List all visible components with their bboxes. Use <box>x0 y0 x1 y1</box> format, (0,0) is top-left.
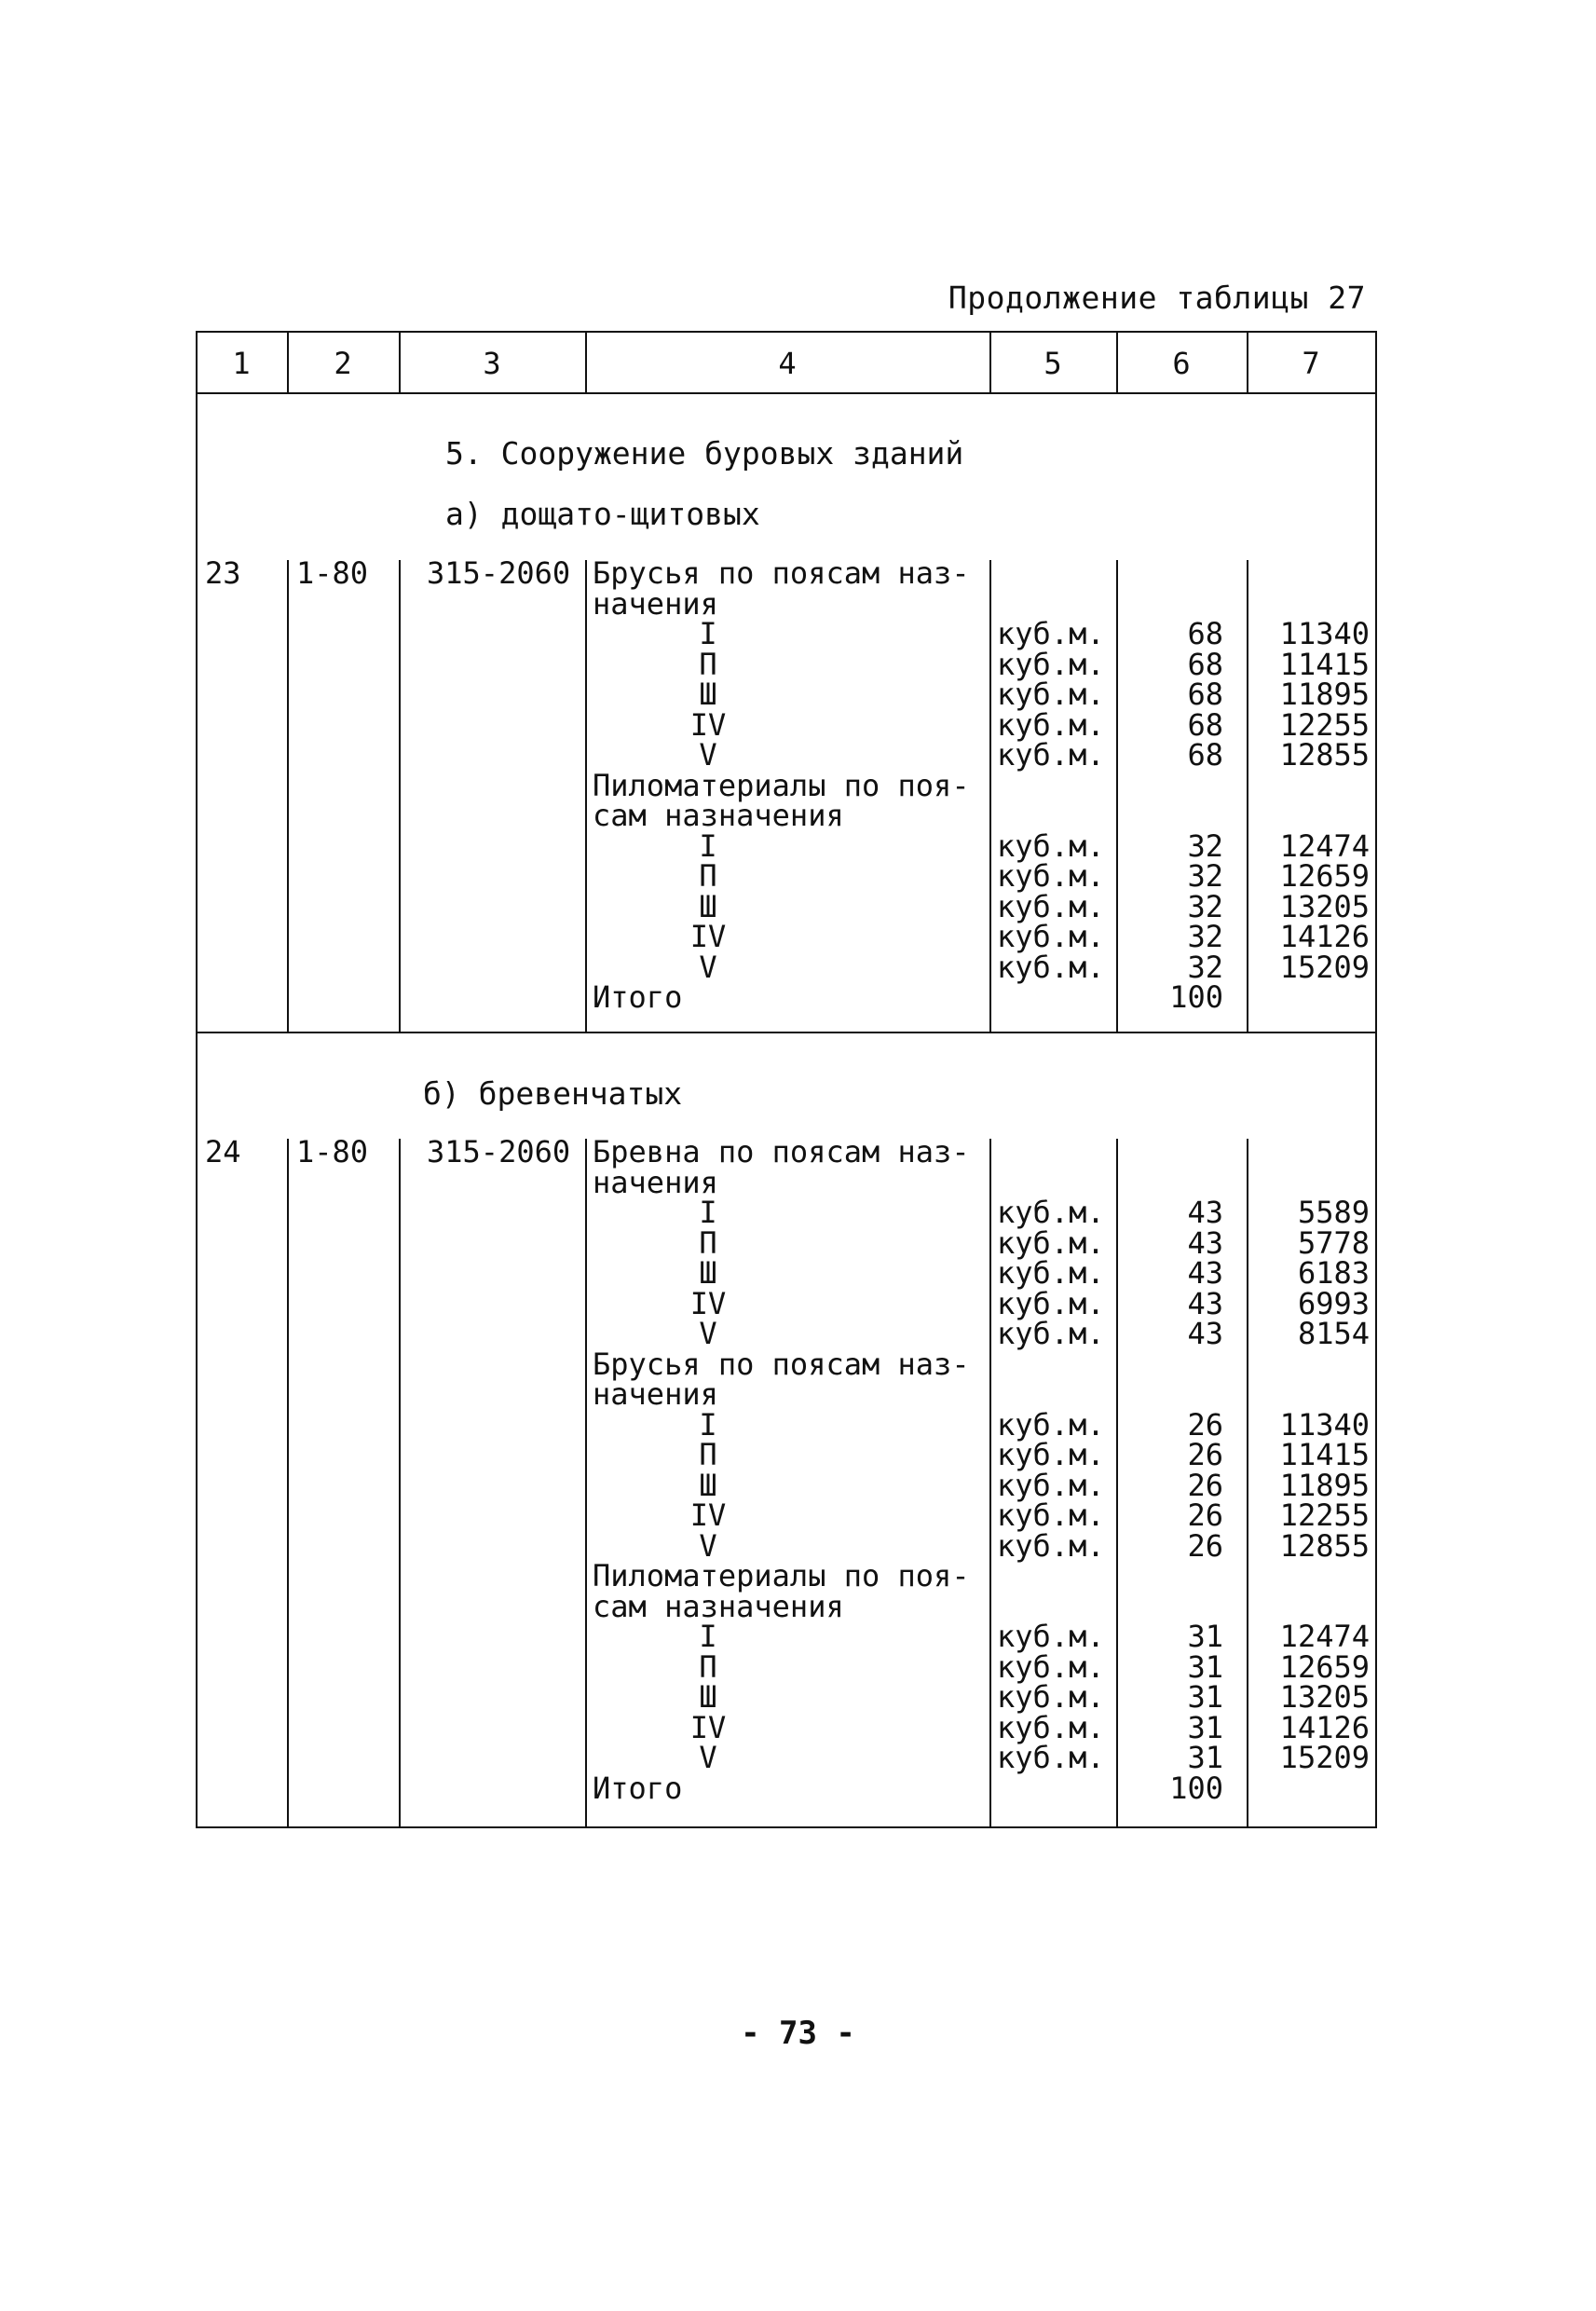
price-cell: 12474 <box>1279 827 1370 864</box>
item-name: начения <box>593 1164 718 1200</box>
item-name: Итого <box>593 979 683 1015</box>
table-right-border <box>1375 331 1377 1828</box>
share-cell: 26 <box>1187 1406 1223 1443</box>
zone-numeral: Ш <box>699 1467 717 1503</box>
zone-numeral: IV <box>689 919 727 954</box>
row-number: 23 <box>205 555 241 591</box>
zone-numeral: П <box>699 1224 717 1261</box>
unit-cell: куб.м. <box>997 737 1105 773</box>
share-cell: 31 <box>1187 1679 1223 1715</box>
unit-cell: куб.м. <box>997 1527 1105 1564</box>
unit-cell: куб.м. <box>997 1619 1105 1654</box>
unit-cell: куб.м. <box>997 949 1105 985</box>
price-cell: 15209 <box>1279 949 1370 985</box>
item-name: начения <box>593 1376 718 1412</box>
price-cell: 13205 <box>1279 1679 1370 1715</box>
price-cell: 5778 <box>1297 1224 1370 1261</box>
zone-numeral: Ш <box>699 1255 717 1291</box>
item-name: сам назначения <box>593 798 844 833</box>
column-divider <box>989 1139 991 1828</box>
price-cell: 14126 <box>1279 1709 1370 1745</box>
zone-numeral: П <box>699 1648 717 1685</box>
unit-cell: куб.м. <box>997 1679 1105 1715</box>
price-cell: 14126 <box>1279 919 1370 954</box>
price-cell: 11340 <box>1279 616 1370 651</box>
zone-numeral: Ш <box>699 677 717 712</box>
share-cell: 26 <box>1187 1527 1223 1564</box>
share-cell: 26 <box>1187 1497 1223 1533</box>
price-cell: 11895 <box>1279 1467 1370 1503</box>
data-table <box>196 331 1377 1828</box>
column-header: 6 <box>1172 346 1191 381</box>
share-cell: 26 <box>1187 1467 1223 1503</box>
share-cell: 68 <box>1187 616 1223 651</box>
share-cell: 32 <box>1187 858 1223 894</box>
zone-numeral: V <box>699 737 717 773</box>
table-bottom-border <box>196 1826 1377 1828</box>
unit-cell: куб.м. <box>997 858 1105 894</box>
share-cell: 31 <box>1187 1619 1223 1654</box>
column-header: 3 <box>483 346 501 381</box>
unit-cell: куб.м. <box>997 1648 1105 1685</box>
share-cell: 68 <box>1187 706 1223 743</box>
column-divider <box>585 1139 587 1828</box>
header-bottom-border <box>196 392 1377 394</box>
group-a-title: а) дощато-щитовых <box>445 496 760 532</box>
column-divider <box>287 560 289 1032</box>
zone-numeral: I <box>699 1619 717 1654</box>
row-code: 1-80 <box>296 555 369 591</box>
price-cell: 12255 <box>1279 1497 1370 1533</box>
unit-cell: куб.м. <box>997 1467 1105 1503</box>
unit-cell: куб.м. <box>997 1497 1105 1533</box>
share-cell: 31 <box>1187 1709 1223 1745</box>
row-number: 24 <box>205 1134 241 1169</box>
share-cell: 26 <box>1187 1437 1223 1472</box>
zone-numeral: IV <box>689 1285 727 1321</box>
unit-cell: куб.м. <box>997 1224 1105 1261</box>
zone-numeral: V <box>699 949 717 985</box>
section-title: 5. Сооружение буровых зданий <box>445 435 964 472</box>
price-cell: 8154 <box>1297 1316 1370 1351</box>
row-norm: 315-2060 <box>427 1134 571 1169</box>
share-cell: 32 <box>1187 919 1223 954</box>
item-name: Бревна по поясам наз- <box>593 1134 970 1169</box>
share-cell: 32 <box>1187 888 1223 924</box>
group-a-bottom-border <box>196 1032 1377 1033</box>
price-cell: 11415 <box>1279 646 1370 682</box>
price-cell: 5589 <box>1297 1195 1370 1230</box>
zone-numeral: IV <box>689 706 727 743</box>
table-left-border <box>196 331 198 1828</box>
unit-cell: куб.м. <box>997 1285 1105 1321</box>
zone-numeral: I <box>699 827 717 864</box>
column-divider <box>399 1139 401 1828</box>
price-cell: 11895 <box>1279 677 1370 712</box>
zone-numeral: IV <box>689 1709 727 1745</box>
item-name: Брусья по поясам наз- <box>593 555 970 591</box>
table-top-border <box>196 331 1377 333</box>
share-cell: 43 <box>1187 1316 1223 1351</box>
unit-cell: куб.м. <box>997 827 1105 864</box>
share-cell: 68 <box>1187 677 1223 712</box>
share-cell: 31 <box>1187 1740 1223 1775</box>
item-name: Пиломатериалы по поя- <box>593 767 970 803</box>
zone-numeral: П <box>699 646 717 682</box>
share-cell: 43 <box>1187 1224 1223 1261</box>
zone-numeral: V <box>699 1527 717 1564</box>
unit-cell: куб.м. <box>997 1316 1105 1351</box>
column-header: 1 <box>232 346 251 381</box>
column-header: 7 <box>1302 346 1320 381</box>
unit-cell: куб.м. <box>997 1255 1105 1291</box>
zone-numeral: V <box>699 1316 717 1351</box>
zone-numeral: П <box>699 1437 717 1472</box>
item-name: Брусья по поясам наз- <box>593 1346 970 1382</box>
unit-cell: куб.м. <box>997 1195 1105 1230</box>
unit-cell: куб.м. <box>997 1740 1105 1775</box>
item-name: сам назначения <box>593 1588 844 1624</box>
row-norm: 315-2060 <box>427 555 571 591</box>
page-number: - 73 - <box>741 2015 855 2052</box>
zone-numeral: V <box>699 1740 717 1775</box>
share-cell: 68 <box>1187 737 1223 773</box>
price-cell: 12474 <box>1279 1619 1370 1654</box>
price-cell: 12855 <box>1279 1527 1370 1564</box>
unit-cell: куб.м. <box>997 706 1105 743</box>
unit-cell: куб.м. <box>997 919 1105 954</box>
zone-numeral: I <box>699 1195 717 1230</box>
unit-cell: куб.м. <box>997 1406 1105 1443</box>
column-header: 4 <box>778 346 797 381</box>
price-cell: 15209 <box>1279 1740 1370 1775</box>
share-cell: 32 <box>1187 827 1223 864</box>
zone-numeral: Ш <box>699 1679 717 1715</box>
column-divider <box>989 560 991 1032</box>
price-cell: 12855 <box>1279 737 1370 773</box>
share-cell: 100 <box>1169 979 1223 1015</box>
zone-numeral: П <box>699 858 717 894</box>
zone-numeral: Ш <box>699 888 717 924</box>
column-divider <box>585 560 587 1032</box>
price-cell: 11415 <box>1279 1437 1370 1472</box>
zone-numeral: I <box>699 616 717 651</box>
column-divider <box>399 560 401 1032</box>
item-name: Итого <box>593 1770 683 1806</box>
price-cell: 13205 <box>1279 888 1370 924</box>
column-header: 5 <box>1044 346 1062 381</box>
share-cell: 43 <box>1187 1285 1223 1321</box>
column-divider <box>287 1139 289 1828</box>
price-cell: 12255 <box>1279 706 1370 743</box>
share-cell: 43 <box>1187 1195 1223 1230</box>
column-header: 2 <box>334 346 352 381</box>
unit-cell: куб.м. <box>997 888 1105 924</box>
price-cell: 11340 <box>1279 1406 1370 1443</box>
zone-numeral: IV <box>689 1497 727 1533</box>
table-caption: Продолжение таблицы 27 <box>948 280 1366 316</box>
unit-cell: куб.м. <box>997 1709 1105 1745</box>
group-b-title: б) бревенчатых <box>423 1075 683 1112</box>
price-cell: 6993 <box>1297 1285 1370 1321</box>
price-cell: 12659 <box>1279 858 1370 894</box>
share-cell: 32 <box>1187 949 1223 985</box>
price-cell: 6183 <box>1297 1255 1370 1291</box>
unit-cell: куб.м. <box>997 646 1105 682</box>
item-name: начения <box>593 585 718 622</box>
unit-cell: куб.м. <box>997 1437 1105 1472</box>
share-cell: 43 <box>1187 1255 1223 1291</box>
zone-numeral: I <box>699 1406 717 1443</box>
share-cell: 100 <box>1169 1770 1223 1806</box>
item-name: Пиломатериалы по поя- <box>593 1558 970 1593</box>
price-cell: 12659 <box>1279 1648 1370 1685</box>
row-code: 1-80 <box>296 1134 369 1169</box>
share-cell: 31 <box>1187 1648 1223 1685</box>
unit-cell: куб.м. <box>997 616 1105 651</box>
unit-cell: куб.м. <box>997 677 1105 712</box>
share-cell: 68 <box>1187 646 1223 682</box>
